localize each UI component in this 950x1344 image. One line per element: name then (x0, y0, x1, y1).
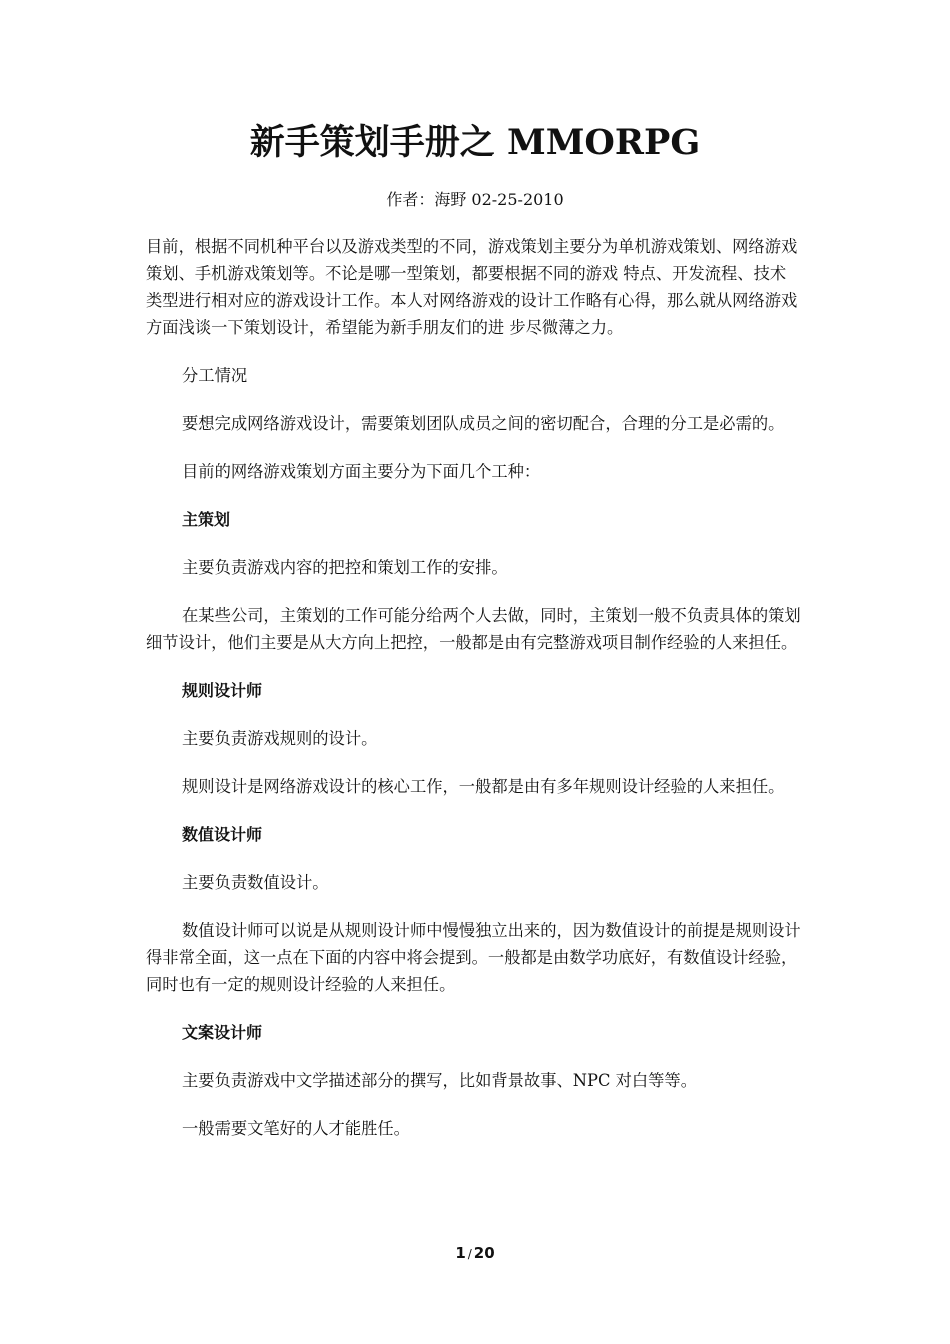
intro-paragraph: 目前，根据不同机种平台以及游戏类型的不同，游戏策划主要分为单机游戏策划、网络游戏策划、手机游戏策划等。不论是哪一型策划，都要根据不同的游戏 特点、开发流程、技术类型进行相对应的游戏设计工作。本人对网络游戏的设计工作略有心得，那么就从网络游戏方面浅谈一下策划设计，希望能为新手朋友们的进 步尽微薄之力。 (146, 237, 798, 337)
role-heading-numeric-designer: 数值设计师 (182, 825, 263, 844)
body-paragraph: 主要负责游戏规则的设计。 (182, 729, 378, 748)
body-paragraph: 要想完成网络游戏设计，需要策划团队成员之间的密切配合，合理的分工是必需的。 (182, 414, 785, 433)
body-paragraph: 规则设计是网络游戏设计的核心工作，一般都是由有多年规则设计经验的人来担任。 (182, 777, 785, 796)
role-heading-copywriter: 文案设计师 (182, 1023, 263, 1042)
role-heading-lead-designer: 主策划 (182, 510, 231, 529)
document-body (146, 233, 802, 1163)
page-separator: / (467, 1247, 472, 1261)
body-paragraph: 主要负责游戏中文学描述部分的撰写，比如背景故事、NPC 对白等等。 (182, 1071, 697, 1090)
body-paragraph: 主要负责游戏内容的把控和策划工作的安排。 (182, 558, 508, 577)
total-pages: 20 (473, 1244, 495, 1262)
body-paragraph: 数值设计师可以说是从规则设计师中慢慢独立出来的，因为数值设计的前提是规则设计得非常全面，这一点在下面的内容中将会提到。一般都是由数学功底好，有数值设计经验，同时也有一定的规则设计经验的人来担任。 (146, 921, 801, 994)
section-label: 分工情况 (182, 366, 248, 385)
current-page: 1 (455, 1244, 466, 1262)
page-number (0, 1242, 950, 1265)
body-paragraph: 主要负责数值设计。 (182, 873, 329, 892)
author-line: 作者：海野 02-25-2010 (386, 190, 564, 209)
body-paragraph: 一般需要文笔好的人才能胜任。 (182, 1119, 410, 1138)
body-paragraph: 目前的网络游戏策划方面主要分为下面几个工种： (182, 462, 541, 481)
body-paragraph: 在某些公司，主策划的工作可能分给两个人去做，同时，主策划一般不负责具体的策划细节设计，他们主要是从大方向上把控，一般都是由有完整游戏项目制作经验的人来担任。 (146, 606, 801, 652)
role-heading-rules-designer: 规则设计师 (182, 681, 263, 700)
document-title: 新手策划手册之 MMORPG (249, 122, 701, 163)
